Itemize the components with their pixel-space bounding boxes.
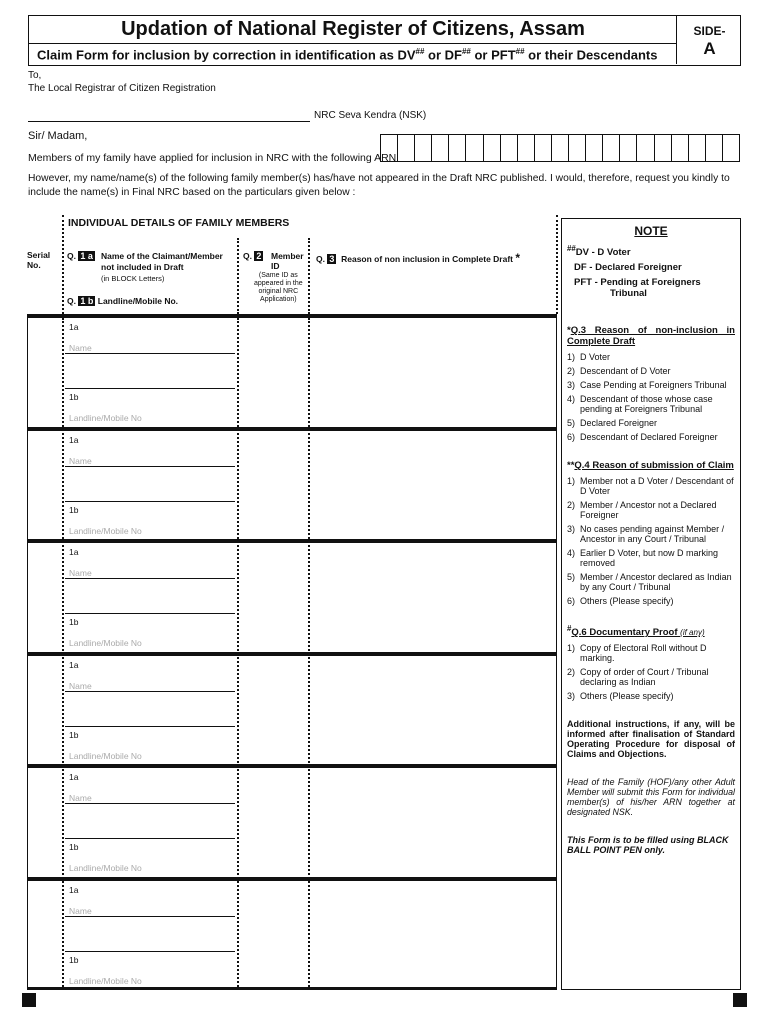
row-separator bbox=[27, 652, 557, 656]
note-list-item bbox=[567, 667, 735, 687]
note-list-number: 3) bbox=[567, 691, 576, 702]
field-line bbox=[65, 353, 235, 354]
note-list-item bbox=[567, 432, 735, 442]
note-list-text: Member / Ancestor not a Declared Foreigner bbox=[580, 500, 717, 521]
q2-label-2: ID bbox=[271, 261, 280, 271]
phone-field[interactable]: Landline/Mobile No bbox=[69, 638, 142, 648]
registrar-label: The Local Registrar of Citizen Registration bbox=[28, 83, 216, 94]
note-list-number: 5) bbox=[567, 418, 576, 429]
request-line-1: However, my name/name(s) of the following family member(s) has/have not appeared in the Draft NRC published. I would, therefore, request you kindly to bbox=[28, 173, 730, 184]
row-1a-label: 1a bbox=[69, 547, 79, 557]
q6-note-title: #Q.6 Documentary Proof (if any) bbox=[567, 624, 705, 639]
row-1b-label: 1b bbox=[69, 842, 79, 852]
q2-header: Q. 2 bbox=[243, 251, 262, 261]
note-dv: ##DV - D Voter bbox=[567, 244, 631, 259]
name-field[interactable]: Name bbox=[69, 456, 92, 466]
note-panel bbox=[561, 218, 741, 990]
note-list-text: Member not a D Voter / Descendant of D Voter bbox=[580, 476, 734, 497]
note-list-item bbox=[567, 352, 735, 362]
q1a-header: Q. 1 a bbox=[67, 251, 93, 261]
note-list-number: 2) bbox=[567, 667, 576, 678]
additional-instructions: Additional instructions, if any, will be informed after finalisation of Standard Operating Procedure for disposal of Claims and Objections. bbox=[567, 719, 735, 760]
q3-note-title: *Q.3 Reason of non-inclusion in Complete Draft bbox=[567, 325, 735, 348]
phone-field[interactable]: Landline/Mobile No bbox=[69, 751, 142, 761]
nsk-label: NRC Seva Kendra (NSK) bbox=[314, 110, 427, 121]
note-list-number: 6) bbox=[567, 432, 576, 443]
note-list-item bbox=[567, 380, 735, 390]
note-list-item bbox=[567, 476, 735, 496]
registration-mark bbox=[733, 993, 747, 1007]
q1a-label: Name of the Claimant/Member not included in Draft bbox=[101, 251, 223, 272]
name-field[interactable]: Name bbox=[69, 568, 92, 578]
note-list-text: D Voter bbox=[580, 352, 611, 363]
name-field[interactable]: Name bbox=[69, 793, 92, 803]
column-divider bbox=[62, 215, 64, 314]
note-list-text: Others (Please specify) bbox=[580, 691, 674, 702]
phone-field[interactable]: Landline/Mobile No bbox=[69, 976, 142, 986]
pen-instructions: This Form is to be filled using BLACK BALL POINT PEN only. bbox=[567, 835, 729, 856]
note-list-number: 2) bbox=[567, 366, 576, 377]
q1a-hint: (in BLOCK Letters) bbox=[101, 274, 165, 283]
row-separator bbox=[27, 987, 557, 990]
note-list-number: 3) bbox=[567, 380, 576, 391]
q4-reason-list bbox=[567, 476, 735, 606]
column-divider bbox=[308, 238, 310, 314]
arn-statement: Members of my family have applied for inclusion in NRC with the following ARN bbox=[28, 152, 397, 164]
q6-proof-list bbox=[567, 643, 735, 701]
row-1b-label: 1b bbox=[69, 730, 79, 740]
row-separator bbox=[27, 877, 557, 881]
name-field[interactable]: Name bbox=[69, 906, 92, 916]
note-list-number: 6) bbox=[567, 596, 576, 607]
phone-field[interactable]: Landline/Mobile No bbox=[69, 413, 142, 423]
field-line bbox=[65, 726, 235, 727]
salutation: Sir/ Madam, bbox=[28, 130, 88, 142]
note-list-item bbox=[567, 691, 735, 701]
note-pft: PFT - Pending at Foreigners Tribunal bbox=[574, 277, 701, 300]
note-list-item bbox=[567, 418, 735, 428]
serial-header: Serial No. bbox=[27, 250, 51, 270]
form-title-block bbox=[29, 16, 677, 64]
row-1a-label: 1a bbox=[69, 435, 79, 445]
note-list-text: Member / Ancestor declared as Indian by any Court / Tribunal bbox=[580, 572, 732, 593]
note-list-number: 3) bbox=[567, 524, 576, 535]
header-divider bbox=[29, 43, 677, 44]
note-list-text: No cases pending against Member / Ancestor in any Court / Tribunal bbox=[580, 524, 725, 545]
field-line bbox=[65, 388, 235, 389]
note-list-text: Declared Foreigner bbox=[580, 418, 658, 429]
name-field[interactable]: Name bbox=[69, 343, 92, 353]
row-separator bbox=[27, 314, 557, 318]
q1b-header: Q. 1 b Landline/Mobile No. bbox=[67, 296, 179, 306]
row-separator bbox=[27, 427, 557, 431]
note-list-text: Others (Please specify) bbox=[580, 596, 674, 607]
note-list-text: Descendant of those whose case pending at Foreigners Tribunal bbox=[580, 394, 713, 415]
note-list-number: 4) bbox=[567, 548, 576, 559]
section-title: INDIVIDUAL DETAILS OF FAMILY MEMBERS bbox=[68, 217, 290, 229]
q4-note-title: **Q.4 Reason of submission of Claim bbox=[567, 460, 734, 472]
field-line bbox=[65, 578, 235, 579]
field-line bbox=[65, 838, 235, 839]
row-1b-label: 1b bbox=[69, 617, 79, 627]
note-list-item bbox=[567, 366, 735, 376]
note-list-item bbox=[567, 524, 735, 544]
note-list-text: Earlier D Voter, but now D marking removed bbox=[580, 548, 719, 569]
form-title: Updation of National Register of Citizens, Assam bbox=[121, 18, 585, 40]
phone-field[interactable]: Landline/Mobile No bbox=[69, 526, 142, 536]
arn-input-boxes[interactable] bbox=[380, 134, 740, 162]
form-header bbox=[28, 15, 741, 66]
note-list-text: Case Pending at Foreigners Tribunal bbox=[580, 380, 727, 391]
field-line bbox=[65, 803, 235, 804]
row-1a-label: 1a bbox=[69, 772, 79, 782]
to-label: To, bbox=[28, 70, 42, 81]
note-df: DF - Declared Foreigner bbox=[574, 262, 682, 274]
note-title: NOTE bbox=[634, 224, 668, 238]
field-line bbox=[65, 501, 235, 502]
side-indicator: SIDE- A bbox=[693, 24, 726, 58]
note-list-item bbox=[567, 596, 735, 606]
registration-mark bbox=[22, 993, 36, 1007]
name-field[interactable]: Name bbox=[69, 681, 92, 691]
note-list-number: 5) bbox=[567, 572, 576, 583]
row-1a-label: 1a bbox=[69, 660, 79, 670]
field-line bbox=[65, 916, 235, 917]
row-separator bbox=[27, 764, 557, 768]
note-list-item bbox=[567, 643, 735, 663]
note-list-number: 1) bbox=[567, 352, 576, 363]
q3-header: Q. 3 Reason of non inclusion in Complete Draft * bbox=[316, 251, 521, 265]
field-line bbox=[65, 466, 235, 467]
form-subtitle: Claim Form for inclusion by correction in identification as DV## or DF## or PFT## or their Descendants bbox=[37, 47, 658, 63]
q3-reason-list bbox=[567, 352, 735, 442]
row-1b-label: 1b bbox=[69, 392, 79, 402]
field-line bbox=[65, 613, 235, 614]
note-list-number: 1) bbox=[567, 643, 576, 654]
column-divider bbox=[237, 238, 239, 314]
note-list-number: 1) bbox=[567, 476, 576, 487]
hof-instructions: Head of the Family (HOF)/any other Adult Member will submit this Form for individual member(s) of his/her ARN together at designated NSK. bbox=[567, 777, 735, 818]
note-list-text: Descendant of D Voter bbox=[580, 366, 671, 377]
row-1b-label: 1b bbox=[69, 505, 79, 515]
request-line-2: include the name(s) in Final NRC based on the particulars given below : bbox=[28, 187, 356, 198]
note-list-text: Copy of order of Court / Tribunal declaring as Indian bbox=[580, 667, 709, 688]
column-divider bbox=[556, 215, 558, 314]
phone-field[interactable]: Landline/Mobile No bbox=[69, 863, 142, 873]
row-1a-label: 1a bbox=[69, 322, 79, 332]
note-list-item bbox=[567, 394, 735, 414]
row-1a-label: 1a bbox=[69, 885, 79, 895]
note-list-item bbox=[567, 548, 735, 568]
row-1b-label: 1b bbox=[69, 955, 79, 965]
note-list-item bbox=[567, 500, 735, 520]
field-line bbox=[65, 691, 235, 692]
nsk-name-field[interactable] bbox=[28, 121, 310, 122]
field-line bbox=[65, 951, 235, 952]
row-separator bbox=[27, 539, 557, 543]
note-list-number: 4) bbox=[567, 394, 576, 405]
q2-label-1: Member bbox=[271, 251, 304, 261]
q2-hint: (Same ID as appeared in the original NRC Application) bbox=[254, 272, 303, 303]
note-list-number: 2) bbox=[567, 500, 576, 511]
note-list-text: Descendant of Declared Foreigner bbox=[580, 432, 718, 443]
note-list-text: Copy of Electoral Roll without D marking. bbox=[580, 643, 707, 664]
note-list-item bbox=[567, 572, 735, 592]
